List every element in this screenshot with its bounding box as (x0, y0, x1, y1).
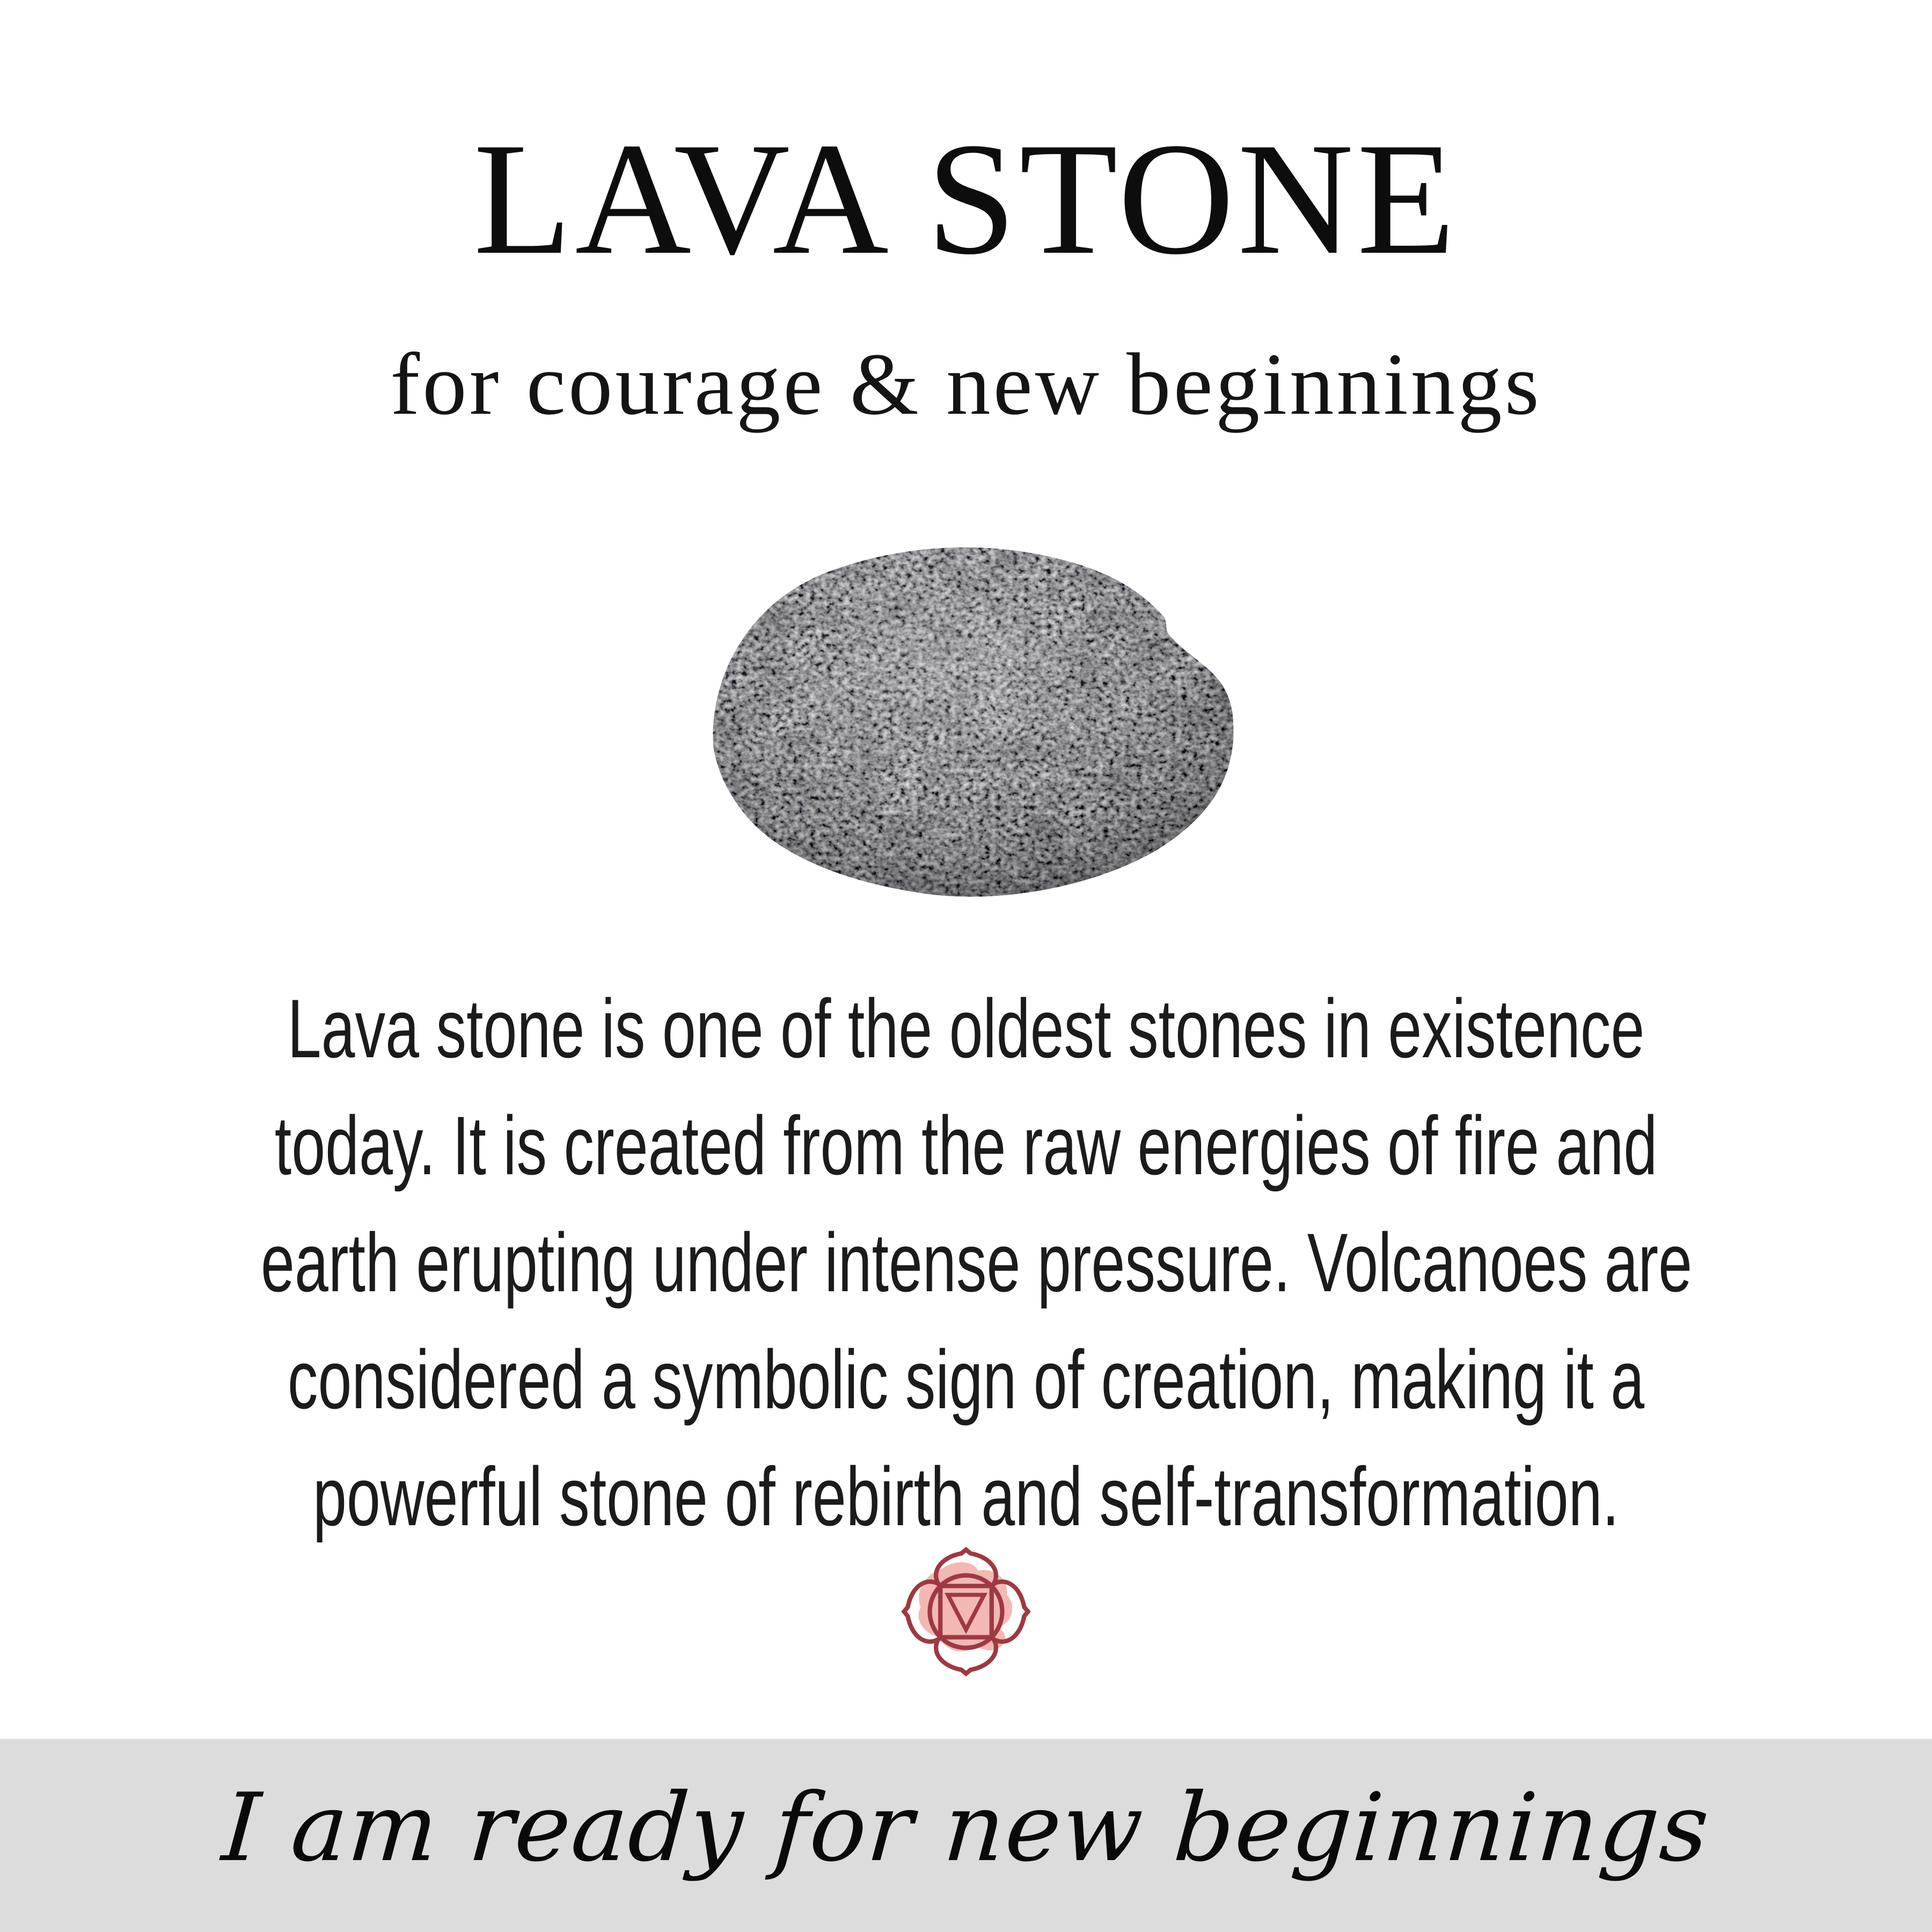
description-paragraph (0, 970, 1932, 1555)
page-title: LAVA STONE (473, 109, 1459, 288)
root-chakra-symbol (899, 1545, 1033, 1679)
affirmation-bar (0, 1739, 1932, 1932)
page-subtitle: for courage & new beginnings (390, 335, 1542, 433)
root-chakra-icon (899, 1545, 1033, 1679)
affirmation-text: I am ready for new beginnings (218, 1773, 1714, 1883)
description-line: today. It is created from the raw energies of fire and (274, 1099, 1658, 1192)
lava-stone-photo (697, 537, 1241, 899)
lava-stone-illustration (697, 537, 1241, 899)
description-line: powerful stone of rebirth and self-transformation. (313, 1450, 1619, 1543)
description-line: Lava stone is one of the oldest stones in existence (287, 982, 1645, 1075)
description-line: earth erupting under intense pressure. Volcanoes are (261, 1216, 1693, 1309)
description-line: considered a symbolic sign of creation, making it a (287, 1333, 1645, 1426)
